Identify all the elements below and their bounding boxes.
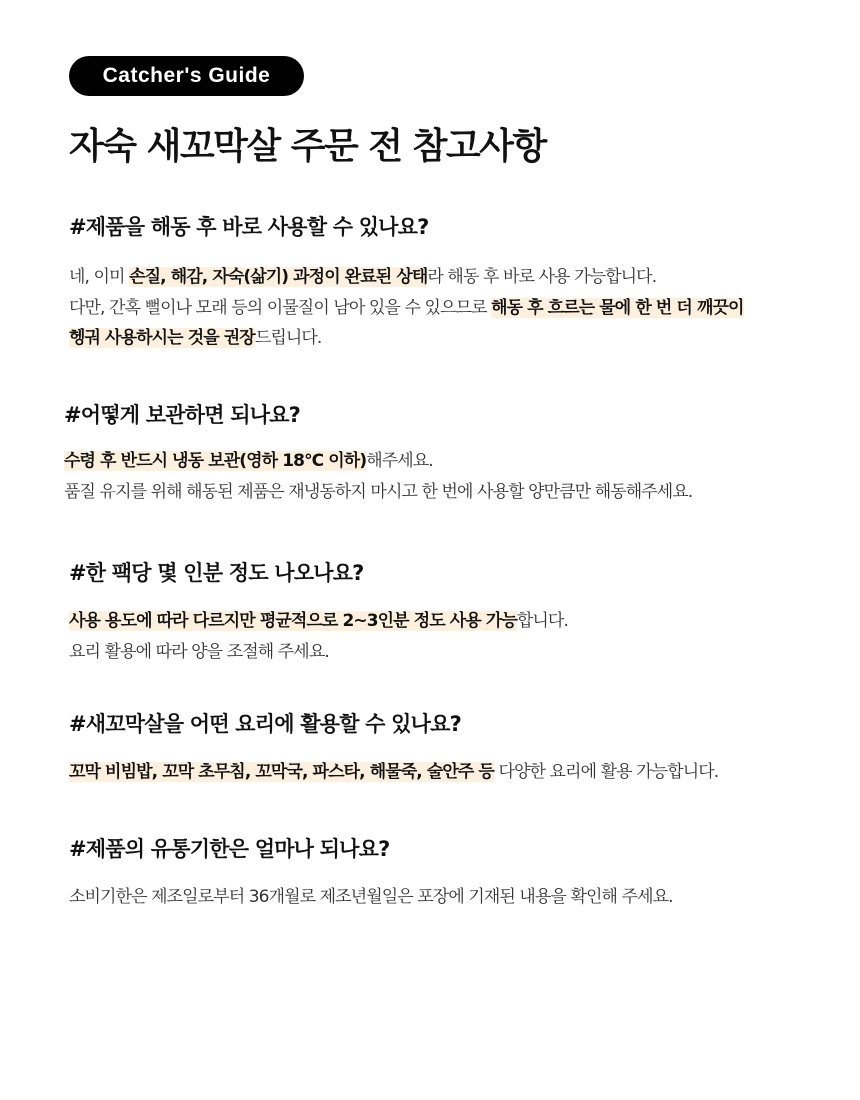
faq-question: #어떻게 보관하면 되나요? [64,403,301,427]
faq-section-recipes [69,709,718,788]
answer-highlight: 헹궈 사용하시는 것을 권장 [69,328,255,348]
catchers-guide-badge: Catcher's Guide [69,56,304,96]
answer-highlight: 손질, 해감, 자숙(삶기) 과정이 완료된 상태 [129,267,428,287]
faq-question: #새꼬막살을 어떤 요리에 활용할 수 있나요? [69,712,461,736]
answer-text: 다만, 간혹 뻘이나 모래 등의 이물질이 남아 있을 수 있으므로 [69,297,492,318]
answer-text: 합니다. [516,611,568,631]
answer-text: 소비기한은 제조일로부터 36개월로 제조년월일은 포장에 기재된 내용을 확인해 주세요. [69,887,673,907]
faq-question: #한 팩당 몇 인분 정도 나오나요? [69,561,364,585]
faq-question: #제품의 유통기한은 얼마나 되나요? [69,837,390,861]
faq-section-shelf-life [69,834,673,913]
answer-text: 다양한 요리에 활용 가능합니다. [493,762,719,782]
faq-question: #제품을 해동 후 바로 사용할 수 있나요? [69,215,429,239]
faq-answer [69,606,568,667]
faq-answer [69,757,718,788]
faq-section-thaw [69,212,744,354]
answer-line [69,606,568,637]
page-title: 자숙 새꼬막살 주문 전 참고사항 [69,126,546,167]
answer-line [69,882,673,913]
answer-text: 네, 이미 [69,267,130,287]
answer-line [69,637,568,668]
answer-line [69,293,744,324]
answer-line [69,323,744,354]
answer-text: 라 해동 후 바로 사용 가능합니다. [427,267,657,287]
answer-highlight: 수령 후 반드시 냉동 보관(영하 18°C 이하) [64,451,367,471]
answer-text: 드립니다. [254,328,322,348]
answer-line [69,262,744,293]
answer-text: 해주세요. [366,451,433,471]
answer-text: 요리 활용에 따라 양을 조절해 주세요. [69,641,329,662]
faq-section-storage [64,400,692,507]
answer-highlight: 해동 후 흐르는 물에 한 번 더 깨끗이 [491,297,744,318]
answer-line [64,446,692,477]
answer-highlight: 사용 용도에 따라 다르지만 평균적으로 2~3인분 정도 사용 가능 [69,611,517,631]
answer-line [64,477,692,508]
faq-answer [69,882,673,913]
faq-answer [69,262,744,354]
answer-text: 품질 유지를 위해 해동된 제품은 재냉동하지 마시고 한 번에 사용할 양만큼만 해동해주세요. [64,481,693,502]
faq-section-servings [69,558,568,667]
faq-answer [64,446,692,507]
answer-line [69,757,718,788]
answer-highlight: 꼬막 비빔밥, 꼬막 초무침, 꼬막국, 파스타, 해물죽, 술안주 등 [69,762,494,782]
